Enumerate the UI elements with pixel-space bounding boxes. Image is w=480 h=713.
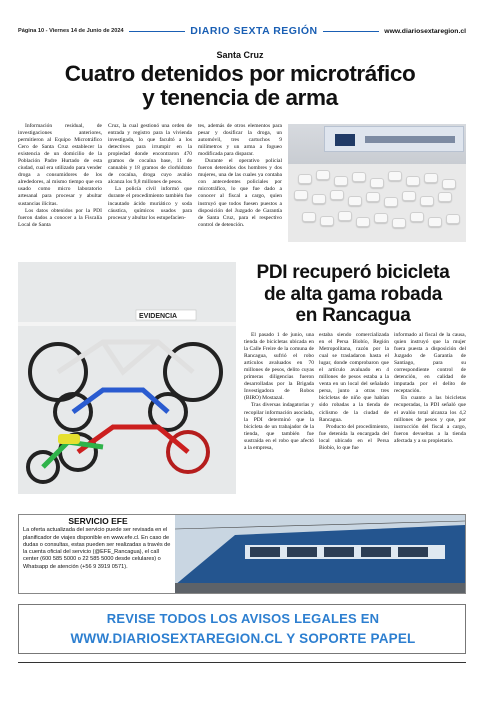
article2-paragraph: estaba siendo comercializada en el Persa Biobío, Región Metropolitana, razón por la cual se trasladaron hasta el lugar, donde comprobaron que el artículo avaluado en 4 millones de pesos estaba a la venta en un local del señalado persa, junto a otras tres bicicletas de niño que habían sido robadas a la tienda de ciclismo de la ciudad de Rancagua. <box>319 332 389 423</box>
efe-title: SERVICIO EFE <box>68 516 128 526</box>
article1-headline <box>0 62 480 110</box>
ad-line1: REVISE TODOS LOS AVISOS LEGALES EN <box>106 611 380 626</box>
seized-drugs-photo <box>288 124 466 242</box>
article2-paragraph: Tras diversas indagatorias y recopilar información asociada, la PDI determinó que la bicicleta de un trabajador de la tienda, que también fue sustraída en el robo que afectó a la empresa, <box>244 402 314 451</box>
article1-column3 <box>198 123 282 229</box>
efe-body: La oferta actualizada del servicio puede ser revisada en el planificador de viajes disponible en www.efe.cl. En caso de dudas o consultas, estas pueden ser realizadas a través de la cuenta oficial del servicio (@EFE_Rancagua), el call center (600 585 5000 o 22 585 5000 desde celulares) o Whatsapp de atención (+56 9 3919 0571). <box>23 527 171 570</box>
article1-column1 <box>18 123 102 229</box>
article1-headline-line1: Cuatro detenidos por microtráfico <box>64 61 416 86</box>
page-date: Página 10 - Viernes 14 de Junio de 2024 <box>18 28 124 34</box>
article2-headline-line3: en Rancagua <box>295 305 411 326</box>
article2-paragraph: Producto del procedimiento, fue detenida la encargada del local ubicado en el Persa Biobío, lo que fue <box>319 423 389 451</box>
efe-service-box <box>18 514 466 594</box>
article1-paragraph: Durante el operativo policial fueron detenidos dos hombres y dos mujeres, una de las cuales ya contaba con antecedentes policiales por microtráfico, lo que fue dado a conocer al fiscal a cargo, quien instruyó que todos fuesen puestos a disposición del Juzgado de Garantía de Santa Cruz, para el respectivo control de detención. <box>198 158 282 228</box>
newspaper-name: DIARIO SEXTA REGIÓN <box>190 25 318 37</box>
article1-column2 <box>108 123 192 222</box>
article2-column1 <box>244 332 314 452</box>
page-header <box>18 24 466 38</box>
legal-notices-ad <box>18 604 466 654</box>
evidence-label: EVIDENCIA <box>139 313 178 320</box>
article2-headline-line1: PDI recuperó bicicleta <box>256 262 450 283</box>
page-bottom-rule <box>18 662 466 663</box>
bicycles-photo <box>18 262 236 494</box>
article2-paragraph: informado al fiscal de la causa, quien instruyó que la mujer fuera puesta a disposición del Juzgado de Garantía de Santiago, para su correspondiente control de detención, en calidad de imputada por el delito de receptación. <box>394 332 466 395</box>
article2-headline-line2: de alta gama robada <box>263 283 443 305</box>
website-link[interactable]: www.diariosextaregion.cl <box>384 27 467 35</box>
article2-paragraph: El pasado 1 de junio, una tienda de bicicletas ubicada en la Calle Freire de la comuna de Rancagua, sufrió el robo artículos avaluados en 70 millones de pesos, delito cuyas primeras diligencias fueron desarrolladas por la Brigada Investigadora de Robos (BIRO) Mostazal. <box>244 332 314 402</box>
article2-column3 <box>394 332 466 445</box>
article1-kicker: Santa Cruz <box>216 50 264 60</box>
header-rule-left <box>129 31 186 32</box>
article1-paragraph: tes, además de otros elementos para pesar y dosificar la droga, un automóvil, tres cartuchos 9 milímetros y un arma a fogueo modificada para disparar. <box>198 123 282 158</box>
pdi-banner <box>324 126 464 152</box>
header-rule-right <box>323 31 380 32</box>
article1-headline-line2: y tenencia de arma <box>142 85 338 110</box>
article1-paragraph: Cruz, la cual gestionó una orden de entrada y registro para la vivienda investigada, lo que facultó a los detectives para irrumpir en la propiedad donde encontraron 470 gramos de cocaína base, 11 de cannabis y 18 gramos de clorhidrato de cocaína, droga cuyo avalúo alcanza los 9,8 millones de pesos. <box>108 123 192 186</box>
train-photo <box>175 515 465 593</box>
article1-paragraph: La policía civil informó que durante el procedimiento también fue incautado ácido muriático y soda cáustica, químicos usados para procesar y abultar los estupefacien- <box>108 186 192 221</box>
ad-line2[interactable]: WWW.DIARIOSEXTAREGION.CL Y SOPORTE PAPEL <box>70 631 416 646</box>
efe-text-block <box>23 518 173 571</box>
article2-paragraph: En cuanto a las bicicletas recuperadas, la PDI señaló que el avalúo total alcanza los 4,2 millones de pesos y que, por instrucción del fiscal a cargo, fueron devueltas a la tienda afectada y a su propietario. <box>394 395 466 444</box>
article1-paragraph: Los datos obtenidos por la PDI fueron dados a conocer a la Fiscalía Local de Santa <box>18 207 102 228</box>
article2-column2 <box>319 332 389 452</box>
article2-headline <box>240 262 466 327</box>
article1-paragraph: Información residual, de investigaciones anteriores, permitieron al Equipo Microtráfico Cero de Santa Cruz establecer la existencia de un domicilio de la Población Padre Hurtado de esta ciudad, cual era utilizado para vender droga a consumidores de los alrededores, al mismo tiempo que era usado como micro laboratorio artesanal para procesar y abultar sustancias ilícitas. <box>18 123 102 207</box>
